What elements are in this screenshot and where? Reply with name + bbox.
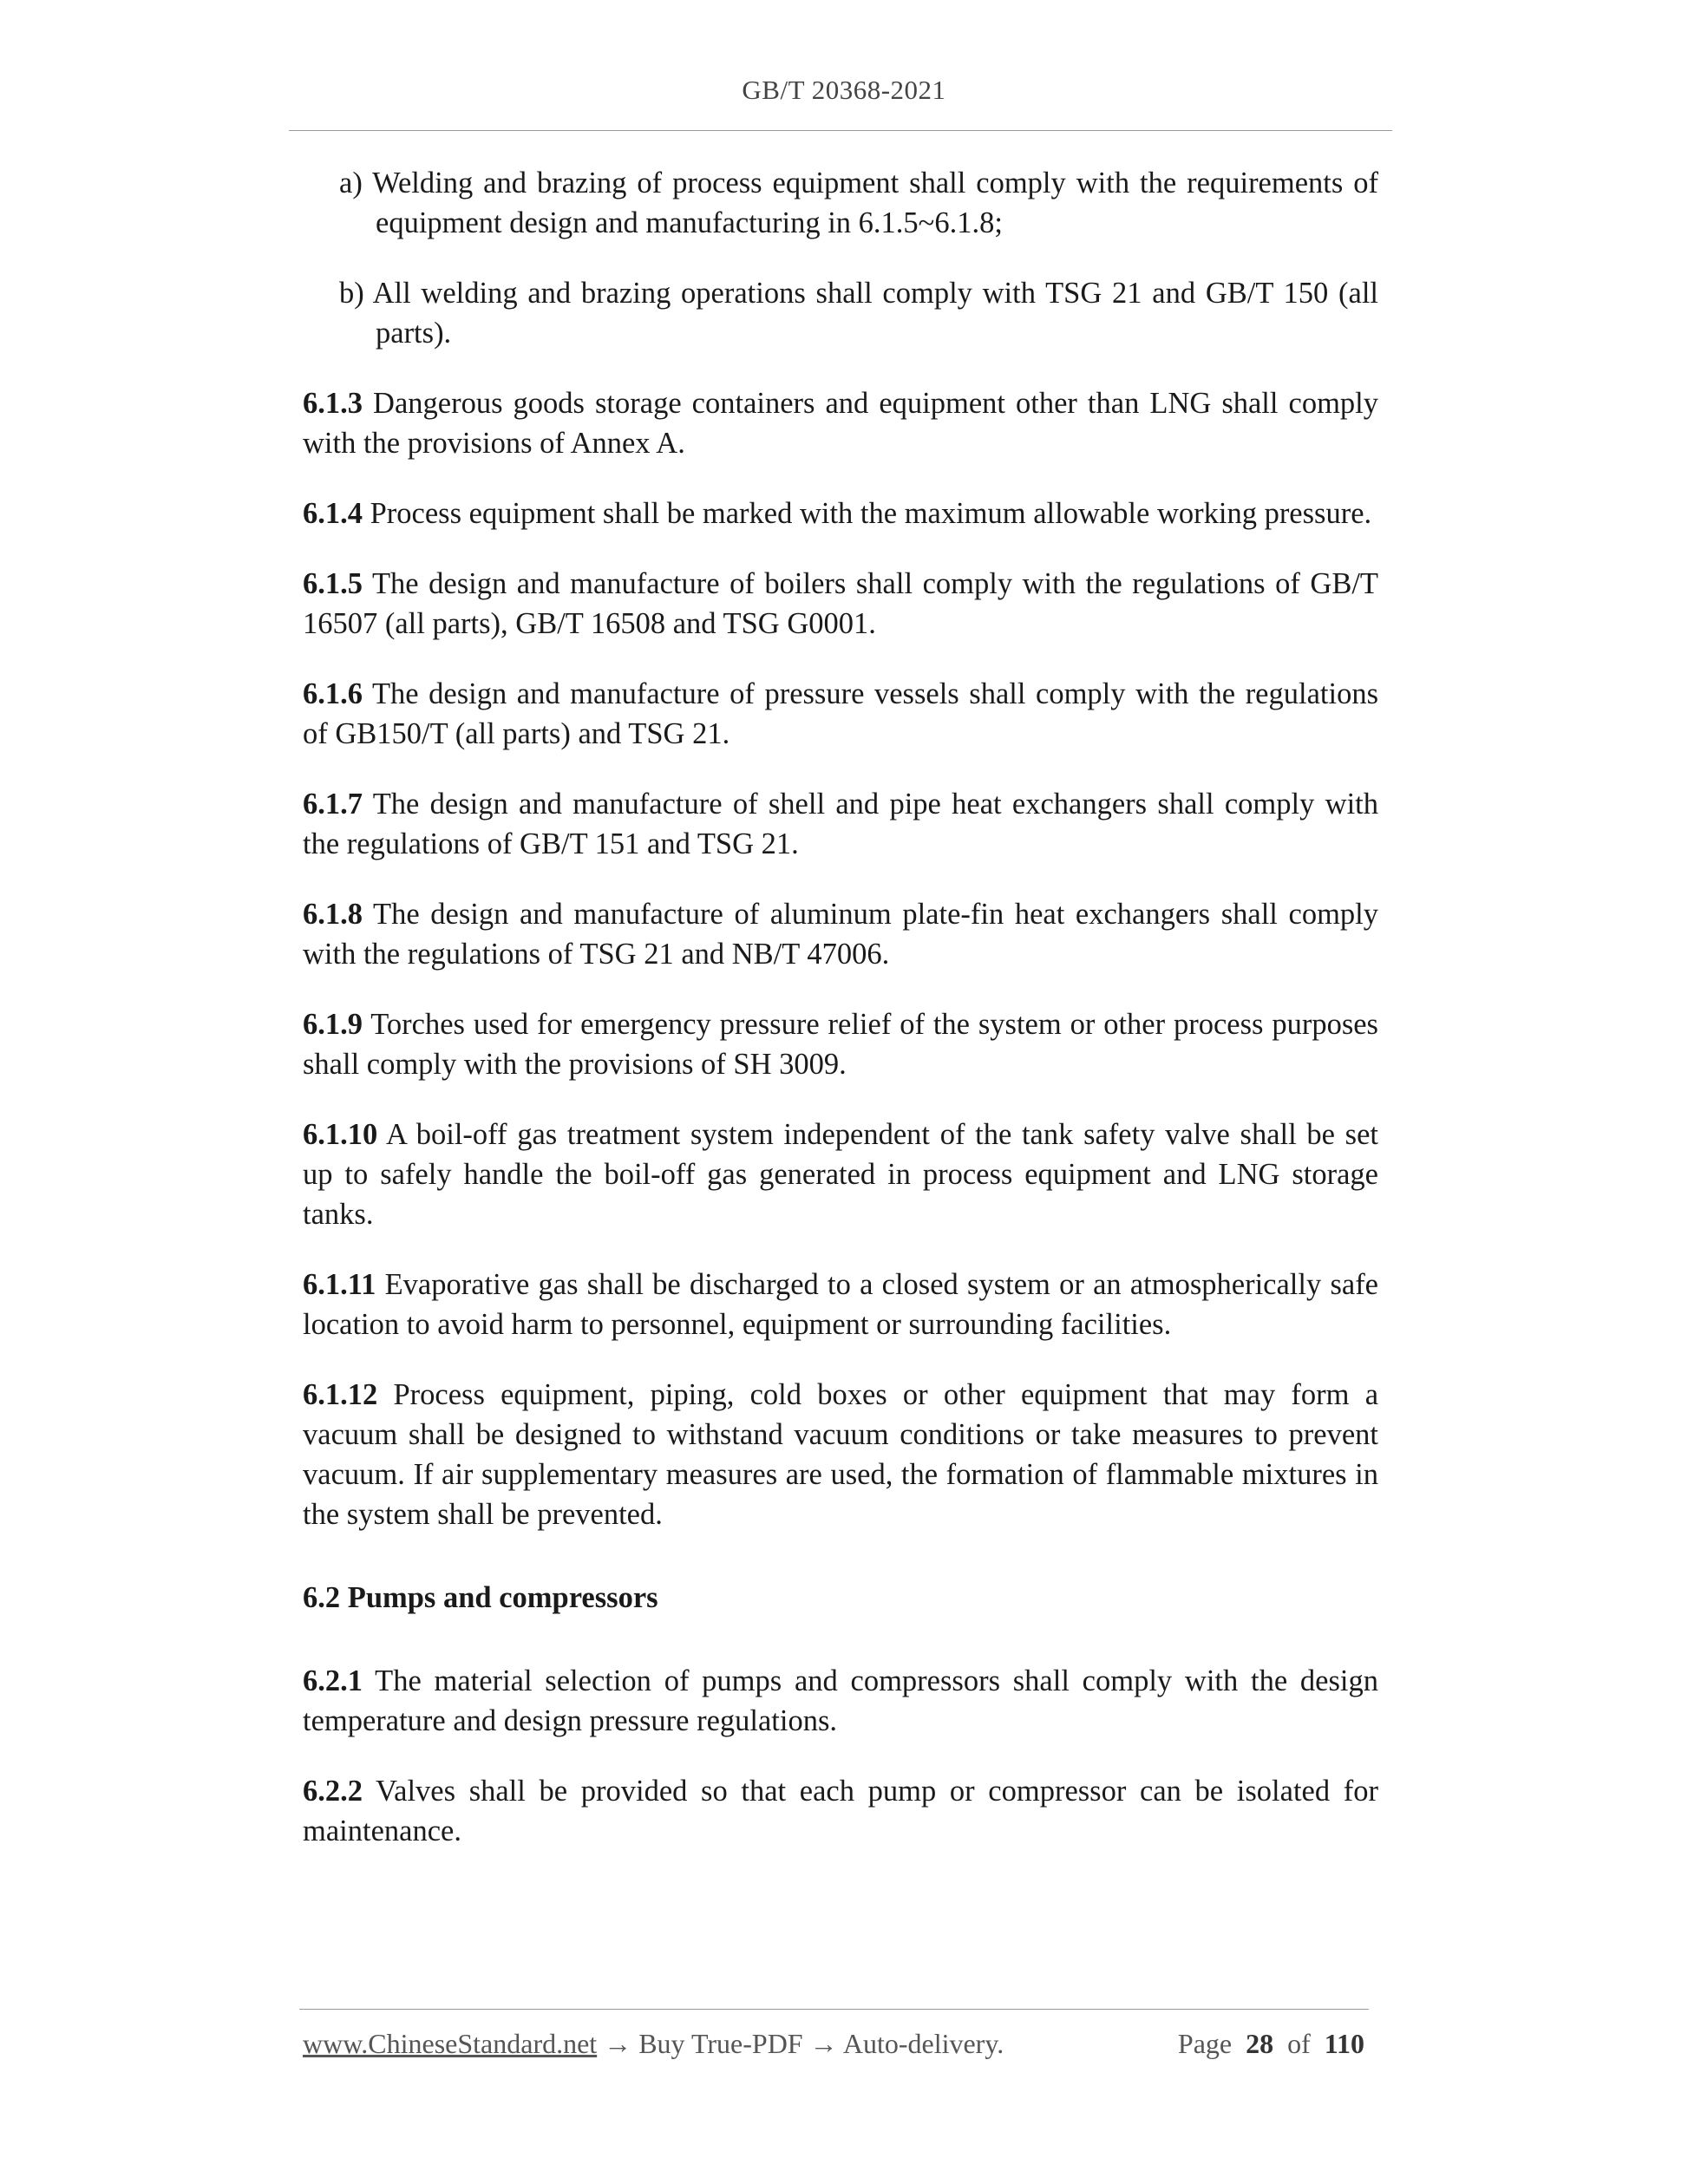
page-body	[303, 163, 1378, 1881]
clause-paragraph	[303, 1375, 1378, 1534]
list-item	[303, 163, 1378, 243]
list-text: Welding and brazing of process equipment shall comply with the requirements of equipment design and manufacturing in 6.1.5~6.1.8;	[372, 167, 1378, 239]
list-marker: a)	[339, 167, 363, 199]
clause-paragraph	[303, 1265, 1378, 1344]
clause-paragraph	[303, 1004, 1378, 1084]
footer-divider	[299, 2009, 1369, 2010]
clause-number: 6.1.3	[303, 387, 363, 420]
promo-text: → Buy True-PDF → Auto-delivery.	[597, 2028, 1004, 2059]
clause-paragraph	[303, 1661, 1378, 1741]
clause-number: 6.1.8	[303, 898, 363, 931]
page-label: Page	[1177, 2028, 1233, 2059]
list-item	[303, 273, 1378, 353]
clause-number: 6.1.11	[303, 1268, 376, 1301]
document-header	[0, 75, 1688, 106]
clause-text: Process equipment, piping, cold boxes or other equipment that may form a vacuum shall be designed to withstand vacuum conditions or take measures to prevent vacuum. If air supplementary measures are used, the formation of flammable mixtures in the system shall be prevented.	[303, 1378, 1379, 1531]
clause-number: 6.1.5	[303, 567, 363, 600]
clause-paragraph	[303, 564, 1378, 644]
clause-paragraph	[303, 1771, 1378, 1851]
clause-number: 6.2.1	[303, 1664, 363, 1697]
website-link[interactable]: www.ChineseStandard.net	[303, 2028, 598, 2059]
clause-text: Process equipment shall be marked with the maximum allowable working pressure.	[370, 497, 1372, 530]
total-pages: 110	[1324, 2028, 1364, 2059]
footer-promo	[303, 2028, 1004, 2060]
list-marker: b)	[339, 277, 364, 310]
standard-code: GB/T 20368-2021	[742, 75, 946, 105]
list-text: All welding and brazing operations shall comply with TSG 21 and GB/T 150 (all parts).	[372, 277, 1378, 350]
clause-text: A boil-off gas treatment system independent of the tank safety valve shall be set up to safely handle the boil-off gas generated in process equipment and LNG storage tanks.	[303, 1118, 1378, 1231]
clause-paragraph	[303, 494, 1378, 533]
clause-text: The design and manufacture of boilers shall comply with the regulations of GB/T 16507 (all parts), GB/T 16508 and TSG G0001.	[303, 567, 1378, 640]
page-number: 28	[1246, 2028, 1274, 2059]
clause-text: Evaporative gas shall be discharged to a closed system or an atmospherically safe location to avoid harm to personnel, equipment or surrounding facilities.	[303, 1268, 1378, 1341]
clause-text: The design and manufacture of shell and pipe heat exchangers shall comply with the regulations of GB/T 151 and TSG 21.	[303, 788, 1378, 860]
clause-number: 6.1.12	[303, 1378, 378, 1411]
page-indicator	[1178, 2028, 1364, 2060]
clause-text: The design and manufacture of pressure vessels shall comply with the regulations of GB150/T (all parts) and TSG 21.	[303, 677, 1378, 750]
clause-paragraph	[303, 674, 1378, 754]
clause-text: Dangerous goods storage containers and equipment other than LNG shall comply with the provisions of Annex A.	[303, 387, 1378, 460]
clause-number: 6.1.6	[303, 677, 363, 710]
of-label: of	[1287, 2028, 1311, 2059]
clause-text: Valves shall be provided so that each pump or compressor can be isolated for maintenance.	[303, 1775, 1378, 1847]
clause-number: 6.1.7	[303, 788, 363, 821]
clause-paragraph	[303, 784, 1378, 864]
clause-paragraph	[303, 894, 1378, 974]
clause-number: 6.2.2	[303, 1775, 363, 1808]
clause-paragraph	[303, 383, 1378, 463]
clause-text: The material selection of pumps and compressors shall comply with the design temperature and design pressure regulations.	[303, 1664, 1378, 1737]
clause-number: 6.1.10	[303, 1118, 378, 1151]
clause-text: The design and manufacture of aluminum plate-fin heat exchangers shall comply with the regulations of TSG 21 and NB/T 47006.	[303, 898, 1378, 971]
header-divider	[289, 130, 1392, 131]
clause-text: Torches used for emergency pressure relief of the system or other process purposes shall comply with the provisions of SH 3009.	[303, 1008, 1378, 1081]
clause-paragraph	[303, 1115, 1378, 1234]
section-heading: 6.2 Pumps and compressors	[303, 1581, 658, 1614]
clause-number: 6.1.4	[303, 497, 363, 530]
clause-number: 6.1.9	[303, 1008, 363, 1041]
